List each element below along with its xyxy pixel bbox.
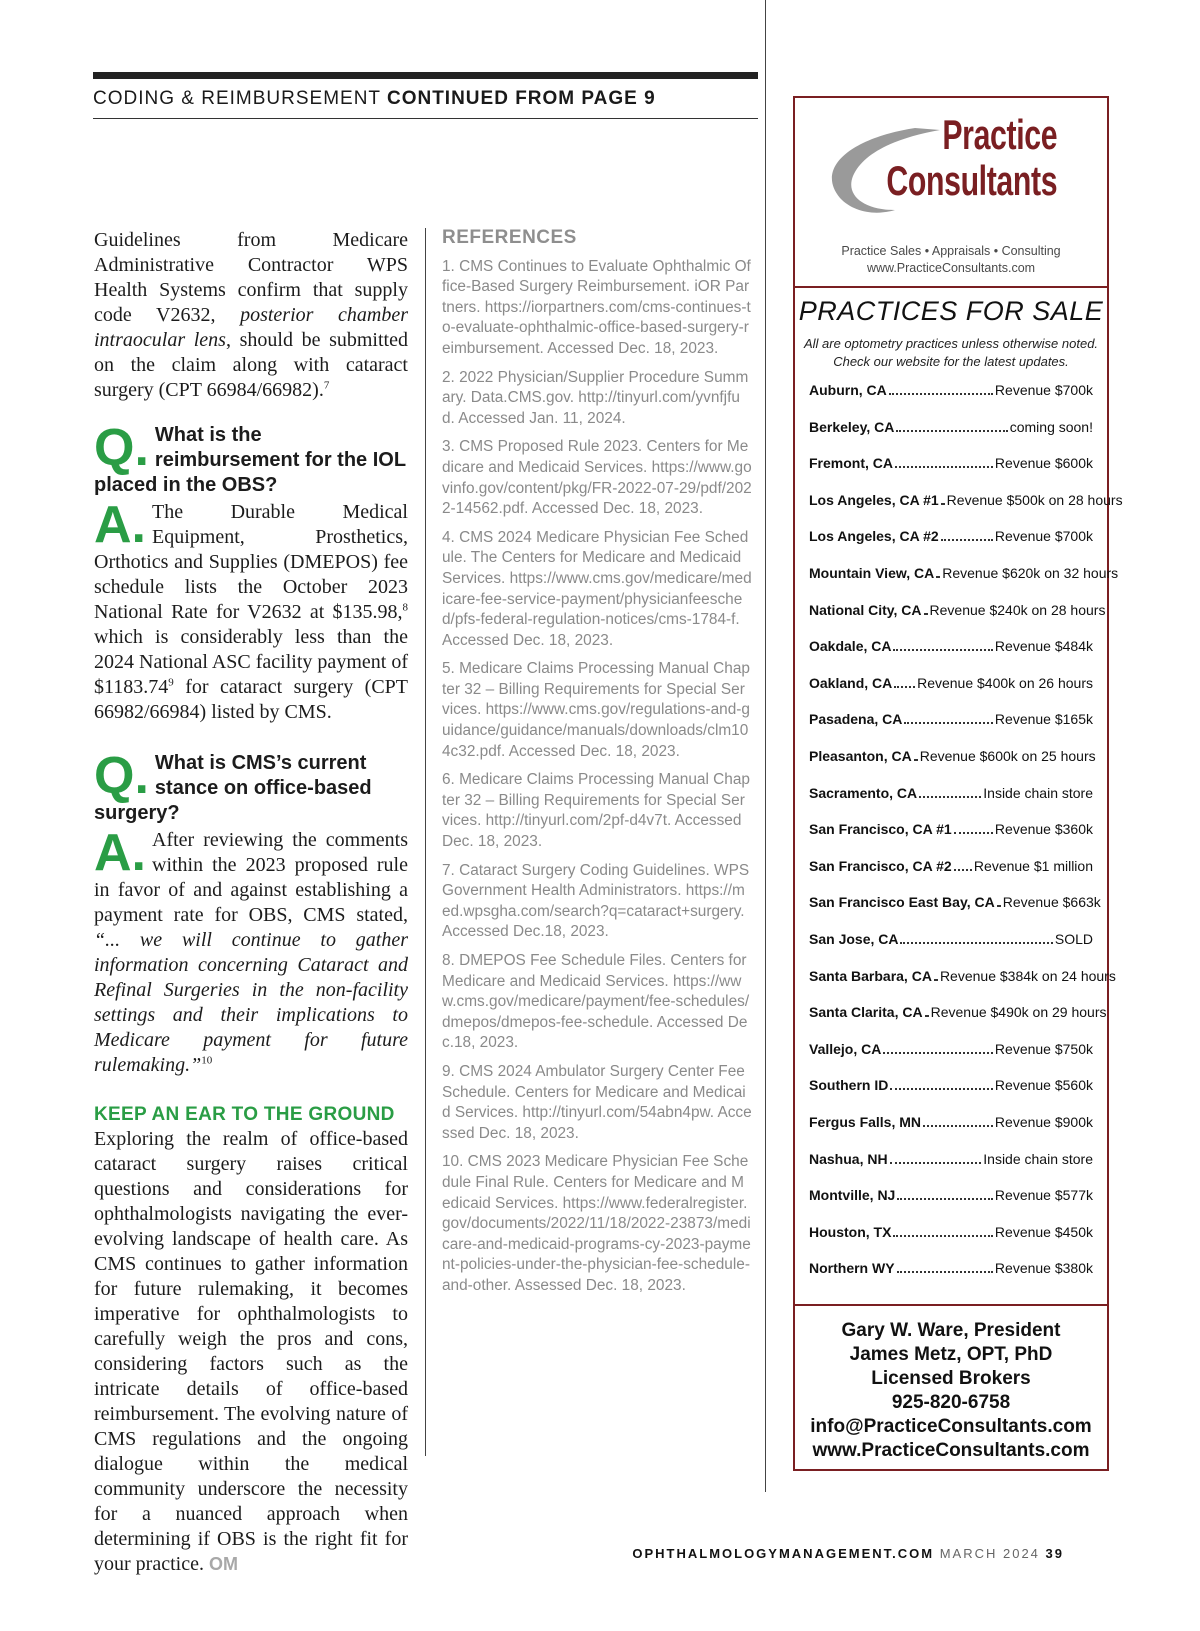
ad-note: Check our website for the latest updates. [833, 354, 1069, 369]
reference-item: 8. DMEPOS Fee Schedule Files. Centers for Medicare and Medicaid Services. https://www.cms.gov/medicare/payment/fee-schedules/dmepos/dmepos-fee-schedule. Accessed Dec.18, 2023. [442, 952, 750, 1052]
listing-city: Los Angeles, CA #2 [809, 528, 939, 545]
listing-row [809, 638, 1093, 660]
logo-line: Consultants [886, 157, 1057, 204]
leader-dots [924, 613, 928, 615]
reference-item: 9. CMS 2024 Ambulator Surgery Center Fee Schedule. Centers for Medicare and Medicaid Services. http://tinyurl.com/54abn4pw. Accessed Dec. 18, 2023. [442, 1062, 752, 1142]
listing-city: Berkeley, CA [809, 418, 895, 435]
logo-line: Practice [942, 111, 1057, 158]
listing-row [809, 1077, 1093, 1099]
section-name: CODING & REIMBURSEMENT [93, 88, 381, 109]
reference-item: 3. CMS Proposed Rule 2023. Centers for Medicare and Medicaid Services. https://www.govinfo.gov/content/pkg/FR-2022-07-29/pdf/2022-14562.pdf. Accessed Dec. 18, 2023. [442, 438, 752, 518]
leader-dots [890, 1088, 993, 1090]
leader-dots [919, 796, 981, 798]
column-divider [765, 0, 766, 1492]
listing-row [809, 821, 1093, 843]
answer-text: After reviewing the comments within the 2023 proposed rule in favor of and against establishing a payment rate for OBS, CMS stated, [94, 829, 408, 926]
leader-dots [923, 1125, 993, 1127]
listing-revenue: Revenue $577k [994, 1187, 1093, 1204]
listing-city: San Jose, CA [809, 931, 899, 947]
listing-revenue: Revenue $1 million [973, 857, 1093, 874]
listing-revenue: Revenue $600k on 25 hours [919, 748, 1096, 764]
leader-dots [890, 1162, 982, 1164]
listing-revenue: Revenue $240k on 28 hours [929, 601, 1106, 618]
closing-text: Exploring the realm of office-based cataract surgery raises critical questions and considerations for ophthalmologists navigating the ever-evolving landscape of health care. As CMS continues to gather information for future rulemaking, it becomes imperative for ophthalmologists to carefully weigh the pros and cons, considering factors such as the intricate details of office-based reimbursement. The evolving nature of CMS regulations and the ongoing dialogue within the medical community underscore the necessity for a nuanced approach when determining if OBS is the right fit for your practice. [94, 1128, 408, 1575]
question-block [94, 747, 408, 826]
contact-email[interactable]: info@PracticeConsultants.com [810, 1416, 1092, 1437]
listing-row [809, 419, 1093, 441]
ad-title: PRACTICES FOR SALE [798, 296, 1104, 326]
footer-site: OPHTHALMOLOGYMANAGEMENT.COM [632, 1546, 935, 1561]
leader-dots [954, 832, 993, 834]
listing-revenue: Revenue $500k on 28 hours [946, 491, 1123, 508]
listing-revenue: Revenue $700k [994, 382, 1093, 398]
listing-city: Fremont, CA [809, 455, 893, 472]
leader-dots [893, 649, 992, 651]
leader-dots [941, 539, 993, 541]
listing-city: Montville, NJ [809, 1187, 896, 1204]
closing-paragraph [94, 1127, 408, 1577]
listing-city: San Francisco East Bay, CA [809, 894, 995, 911]
listing-row [809, 1260, 1093, 1282]
listing-row [809, 675, 1093, 697]
reference-item: 4. CMS 2024 Medicare Physician Fee Schedule. The Centers for Medicare and Medicaid Services. https://www.cms.gov/medicare/medicare-fee-service-payment/physicianfeesched/pfs-federal-regulation-notices/cms-1784-f. Accessed Dec. 18, 2023. [442, 528, 752, 649]
leader-dots [895, 466, 993, 468]
listing-city: Santa Clarita, CA [809, 1004, 923, 1021]
listing-city: Oakdale, CA [809, 638, 892, 655]
leader-dots [997, 905, 1001, 907]
ad-tagline: Practice Sales • Appraisals • Consulting [841, 244, 1061, 258]
leader-dots [897, 1271, 993, 1273]
column-divider [425, 228, 426, 1456]
listing-city: Fergus Falls, MN [809, 1114, 922, 1130]
leader-dots [941, 503, 945, 505]
listing-revenue: Revenue $560k [994, 1077, 1093, 1094]
listing-revenue: Revenue $900k [994, 1114, 1093, 1130]
listing-city: Houston, TX [809, 1223, 892, 1240]
continued-label: CONTINUED FROM PAGE 9 [386, 88, 656, 109]
leader-dots [889, 393, 993, 395]
contact-title: Licensed Brokers [871, 1368, 1031, 1389]
listing-city: San Francisco, CA #1 [809, 821, 952, 838]
listing-row [809, 455, 1093, 477]
listing-row [809, 931, 1093, 953]
question-text: What is the reimbursement for the IOL placed in the OBS? [94, 424, 406, 496]
ad-website-small[interactable]: www.PracticeConsultants.com [866, 261, 1036, 275]
reference-item: 6. Medicare Claims Processing Manual Chapter 32 – Billing Requirements for Special Services. http://tinyurl.com/2pf-d4v7t. Accessed Dec. 18, 2023. [442, 771, 750, 851]
listing-city: Vallejo, CA [809, 1040, 882, 1057]
listing-city: Los Angeles, CA #1 [809, 491, 939, 508]
contact-website[interactable]: www.PracticeConsultants.com [812, 1440, 1090, 1461]
reference-item: 10. CMS 2023 Medicare Physician Fee Schedule Final Rule. Centers for Medicare and Medicaid Services. https://www.federalregister.gov/documents/2022/11/18/2022-23873/medicare-and-medicaid-programs-cy-2023-payment-policies-under-the-physician-fee-schedule-and-other. Assessed Dec. 18, 2023. [442, 1153, 751, 1294]
question-mark: Q. [94, 419, 149, 477]
answer-block [94, 496, 409, 725]
listing-city: National City, CA [809, 601, 922, 618]
listing-row [809, 601, 1106, 624]
leader-dots [914, 759, 918, 761]
leader-dots [894, 686, 915, 688]
listing-revenue: SOLD [1054, 931, 1093, 947]
listing-row [809, 858, 1093, 880]
intro-text: Guidelines from Medicare Administrative Contractor WPS Health Systems confirm that supply code V2632, [94, 229, 408, 326]
contact-name: Gary W. Ware, President [841, 1320, 1061, 1341]
logo-wordmark [886, 112, 1057, 204]
listing-revenue: coming soon! [1009, 418, 1093, 435]
page-footer [632, 1546, 1064, 1561]
listing-revenue: Revenue $750k [994, 1040, 1093, 1057]
listing-city: Mountain View, CA [809, 565, 935, 581]
listing-city: Auburn, CA [809, 382, 887, 398]
intro-paragraph [94, 228, 408, 403]
ad-contact-panel [795, 1304, 1107, 1471]
leader-dots [896, 430, 1007, 432]
end-mark: OM [208, 1554, 238, 1574]
header-rule-thick [93, 72, 758, 79]
listing-row [809, 528, 1093, 550]
listing-revenue: Inside chain store [983, 784, 1093, 801]
listing-revenue: Revenue $450k [994, 1223, 1093, 1240]
leader-dots [925, 1015, 929, 1017]
reference-item: 5. Medicare Claims Processing Manual Chapter 32 – Billing Requirements for Special Services. https://www.cms.gov/regulations-and-guidance/guidance/manuals/downloads/clm104c32.pdf. Accessed Dec. 18, 2023. [442, 660, 750, 760]
listing-row [809, 1151, 1093, 1173]
ad-note: All are optometry practices unless otherwise noted. [803, 336, 1099, 351]
listing-row [809, 1187, 1093, 1209]
listing-city: Pasadena, CA [809, 711, 903, 728]
listing-row [809, 1114, 1093, 1136]
listing-revenue: Revenue $384k on 24 hours [939, 967, 1116, 984]
footnote-ref: 7 [323, 379, 330, 392]
listing-row [809, 748, 1096, 770]
listing-revenue: Revenue $484k [994, 638, 1093, 655]
answer-mark: A. [94, 496, 146, 554]
footnote-ref: 9 [168, 676, 174, 689]
listing-city: San Francisco, CA #2 [809, 857, 952, 874]
question-mark: Q. [94, 747, 149, 805]
listing-revenue: Revenue $600k [994, 455, 1093, 472]
listing-revenue: Revenue $360k [994, 821, 1093, 838]
page-number: 39 [1045, 1546, 1064, 1561]
answer-quote: “... we will continue to gather information concerning Cataract and Refinal Surgeries in the non-facility settings and their implications to Medicare payment for future rulemaking.” [94, 929, 408, 1076]
listing-city: Pleasanton, CA [809, 748, 912, 764]
listing-city: Oakland, CA [809, 674, 893, 691]
listing-row [809, 967, 1116, 990]
listing-revenue: Revenue $400k on 26 hours [917, 674, 1093, 691]
answer-mark: A. [94, 824, 146, 882]
reference-item: 2. 2022 Physician/Supplier Procedure Summary. Data.CMS.gov. http://tinyurl.com/yvnfjfud. Accessed Jan. 11, 2024. [442, 368, 749, 427]
listing-revenue: Revenue $620k on 32 hours [942, 565, 1119, 581]
listing-city: Northern WY [809, 1260, 895, 1277]
listing-revenue: Revenue $700k [994, 528, 1093, 545]
question-text: What is CMS’s current stance on office-based surgery? [94, 752, 372, 824]
listing-row [809, 1004, 1107, 1026]
header-rule-thin [93, 118, 758, 119]
listing-city: Southern ID [809, 1077, 889, 1094]
listing-revenue: Revenue $663k [1002, 894, 1101, 911]
listing-row [809, 565, 1119, 587]
listing-row [809, 711, 1093, 733]
answer-text: which is considerably less than the 2024 National ASC facility payment of $1183.74 [94, 626, 408, 698]
listing-city: Sacramento, CA [809, 784, 918, 801]
leader-dots [954, 869, 972, 871]
article-body [94, 228, 408, 1577]
listing-city: Nashua, NH [809, 1150, 888, 1167]
footnote-ref: 10 [201, 1054, 213, 1067]
listing-revenue: Revenue $165k [994, 711, 1093, 728]
reference-item: 7. Cataract Surgery Coding Guidelines. WPS Government Health Administrators. https://med.wpsgha.com/search?q=cataract+surgery. Accessed Dec.18, 2023. [442, 861, 750, 941]
listing-row [809, 894, 1101, 916]
leader-dots [934, 979, 938, 981]
listing-row [809, 1041, 1093, 1063]
contact-phone[interactable]: 925-820-6758 [891, 1392, 1011, 1413]
references-column [442, 228, 752, 1305]
listing-row [809, 785, 1093, 807]
section-header [93, 88, 656, 110]
leader-dots [936, 576, 940, 578]
footer-date: MARCH 2024 [939, 1546, 1040, 1561]
contact-name: James Metz, OPT, PhD [849, 1344, 1053, 1365]
listing-row [809, 382, 1093, 404]
answer-text: for cataract surgery (CPT 66982/66984) listed by CMS. [94, 676, 409, 723]
leader-dots [900, 942, 1052, 944]
listing-city: Santa Barbara, CA [809, 967, 932, 984]
leader-dots [893, 1235, 992, 1237]
leader-dots [904, 722, 993, 724]
practices-for-sale-ad [793, 96, 1123, 1471]
answer-block [94, 824, 408, 1078]
ad-logo-panel [795, 98, 1107, 288]
leader-dots [883, 1052, 993, 1054]
footnote-ref: 8 [402, 601, 408, 614]
listing-row [809, 1224, 1093, 1246]
question-block [94, 419, 408, 498]
reference-item: 1. CMS Continues to Evaluate Ophthalmic Office-Based Surgery Reimbursement. iOR Partners. https://iorpartners.com/cms-continues-to-evaluate-ophthalmic-office-based-surgery-reimbursement. Accessed Dec. 18, 2023. [442, 257, 751, 357]
intro-italic: posterior chamber intraocular lens [94, 304, 408, 351]
intro-text-end: , should be submitted on the claim along with cataract surgery (CPT 66984/66982). [94, 329, 408, 401]
leader-dots [897, 1198, 993, 1200]
listing-revenue: Inside chain store [983, 1150, 1093, 1167]
listing-revenue: Revenue $490k on 29 hours [930, 1004, 1107, 1021]
subheading: KEEP AN EAR TO THE GROUND [94, 1104, 395, 1125]
answer-text: The Durable Medical Equipment, Prosthetics, Orthotics and Supplies (DMEPOS) fee schedule lists the October 2023 National Rate for V2632 at $135.98, [94, 501, 408, 623]
references-heading: REFERENCES [442, 227, 577, 248]
listing-revenue: Revenue $380k [994, 1260, 1093, 1277]
listing-row [809, 491, 1123, 514]
